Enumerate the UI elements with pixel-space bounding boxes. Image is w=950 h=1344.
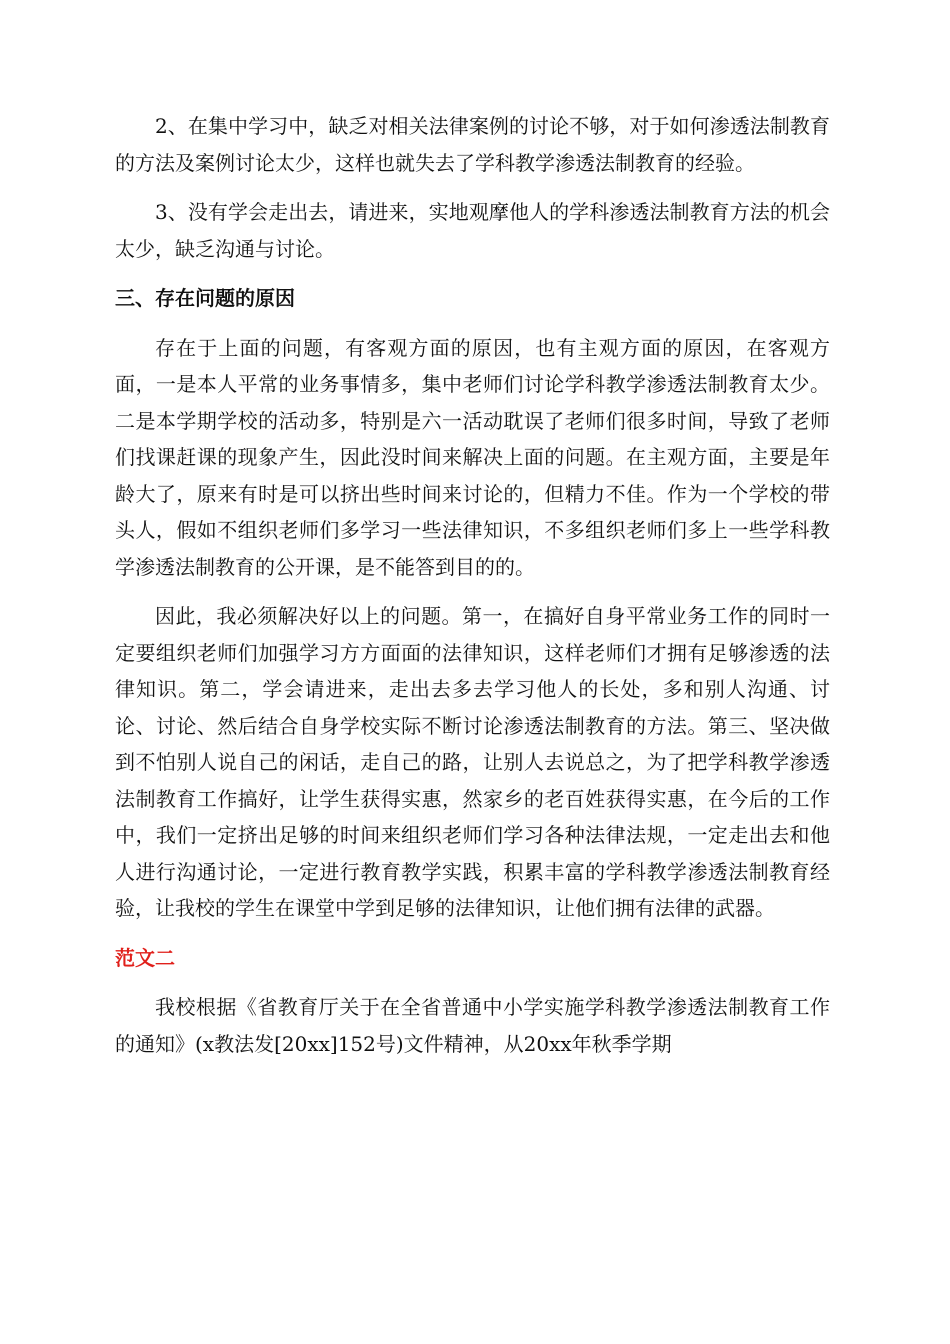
paragraph-example-two-intro: 我校根据《省教育厅关于在全省普通中小学实施学科教学渗透法制教育工作的通知》(x教法发[20xx]152号)文件精神，从20xx年秋季学期 — [115, 995, 830, 1056]
document-page — [115, 108, 830, 1062]
example-two-heading: 范文二 — [115, 945, 175, 970]
paragraph-item-3: 3、没有学会走出去，请进来，实地观摩他人的学科渗透法制教育方法的机会太少，缺乏沟通与讨论。 — [115, 200, 830, 261]
paragraph-item-2: 2、在集中学习中，缺乏对相关法律案例的讨论不够，对于如何渗透法制教育的方法及案例讨论太少，这样也就失去了学科教学渗透法制教育的经验。 — [115, 114, 830, 175]
section-heading-reasons: 三、存在问题的原因 — [115, 286, 295, 310]
paragraph-solutions: 因此，我必须解决好以上的问题。第一，在搞好自身平常业务工作的同时一定要组织老师们加强学习方方面面的法律知识，这样老师们才拥有足够渗透的法律知识。第二，学会请进来，走出去多去学习他人的长处，多和别人沟通、讨论、讨论、然后结合自身学校实际不断讨论渗透法制教育的方法。第三、坚决做到不怕别人说自己的闲话，走自己的路，让别人去说总之，为了把学科教学渗透法制教育工作搞好，让学生获得实惠，然家乡的老百姓获得实惠，在今后的工作中，我们一定挤出足够的时间来组织老师们学习各种法律法规，一定走出去和他人进行沟通讨论，一定进行教育教学实践，积累丰富的学科教学渗透法制教育经验，让我校的学生在课堂中学到足够的法律知识，让他们拥有法律的武器。 — [115, 604, 830, 920]
paragraph-reasons: 存在于上面的问题，有客观方面的原因，也有主观方面的原因，在客观方面，一是本人平常的业务事情多，集中老师们讨论学科教学渗透法制教育太少。二是本学期学校的活动多，特别是六一活动耽误了老师们很多时间，导致了老师们找课赶课的现象产生，因此没时间来解决上面的问题。在主观方面，主要是年龄大了，原来有时是可以挤出些时间来讨论的，但精力不佳。作为一个学校的带头人，假如不组织老师们多学习一些法律知识，不多组织老师们多上一些学科教学渗透法制教育的公开课，是不能答到目的的。 — [115, 335, 830, 579]
